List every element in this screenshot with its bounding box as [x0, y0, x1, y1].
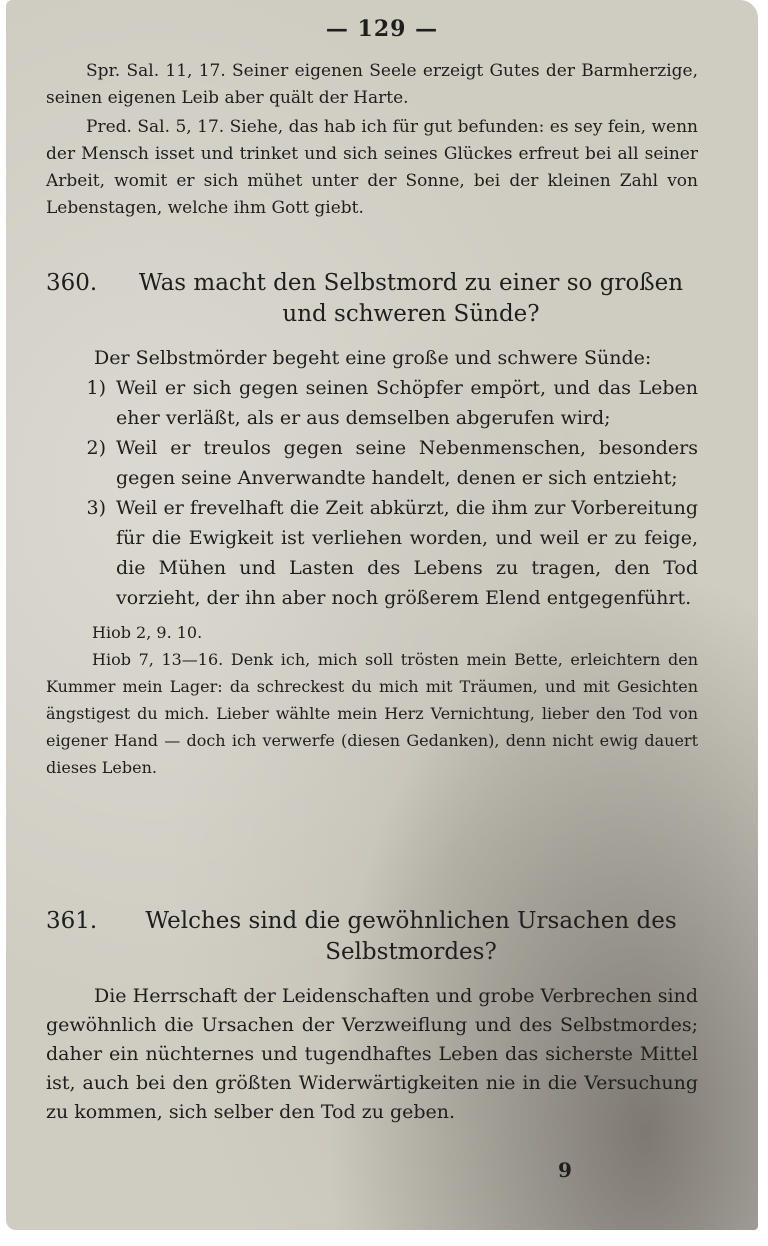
- item-text: Weil er frevelhaft die Zeit abkürzt, die ihm zur Vorbereitung für die Ewigkeit ist verliehen worden, und weil er zu feige, die Mühen und Lasten des Lebens zu tragen, den Tod vorzieht, der ihn aber noch größerem Elend entgegenführt.: [116, 497, 698, 609]
- bible-reference: Hiob 2, 9. 10.: [92, 623, 203, 642]
- question-360: [46, 268, 698, 781]
- item-text: Weil er sich gegen seinen Schöpfer empört, und das Leben eher verläßt, als er aus demselben abgerufen wird;: [116, 377, 698, 429]
- item-number: 1): [86, 377, 106, 399]
- answer-text: Die Herrschaft der Leidenschaften und grobe Verbrechen sind gewöhnlich die Ursachen der Verzweiflung und des Selbstmordes; daher ein nüchternes und tugendhaftes Leben das sicherste Mittel ist, auch bei den größten Widerwärtigkeiten nie in die Versuchung zu kommen, sich selber den Tod zu geben.: [46, 985, 698, 1123]
- page-number: — 129 —: [325, 16, 439, 42]
- question-360-heading: [46, 268, 698, 330]
- question-361: [46, 906, 698, 1127]
- item-number: 3): [86, 497, 106, 519]
- question-number: 361.: [46, 908, 98, 934]
- book-page: [6, 0, 758, 1230]
- verses-block: [46, 58, 698, 222]
- question-text: Was macht den Selbstmord zu einer so großen und schweren Sünde?: [138, 270, 684, 327]
- verse-spr: Spr. Sal. 11, 17. Seiner eigenen Seele erzeigt Gutes der Barmherzige, seinen eigenen Leib aber quält der Harte.: [46, 61, 698, 108]
- list-item: [46, 433, 698, 493]
- bible-quote: Hiob 7, 13—16. Denk ich, mich soll trösten mein Bette, erleichtern den Kummer mein Lager: da schreckest du mich mit Träumen, und mit Gesichten ängstigest du mich. Lieber wählte mein Herz Vernichtung, lieber den Tod von eigener Hand — doch ich verwerfe (diesen Gedanken), denn nicht ewig dauert dieses Leben.: [46, 650, 698, 777]
- question-number: 360.: [46, 270, 98, 296]
- question-361-heading: [46, 906, 698, 968]
- verse-pred: Pred. Sal. 5, 17. Siehe, das hab ich für gut befunden: es sey fein, wenn der Mensch isset und trinket und sich seines Glückes erfreut bei all seiner Arbeit, womit er sich mühet unter der Sonne, bei der kleinen Zahl von Lebenstagen, welche ihm Gott giebt.: [46, 117, 698, 218]
- item-number: 2): [86, 437, 106, 459]
- answer-text: Der Selbstmörder begeht eine große und schwere Sünde:: [94, 347, 652, 369]
- question-text: Welches sind die gewöhnlichen Ursachen des Selbstmordes?: [145, 908, 677, 965]
- list-item: [46, 373, 698, 433]
- signature-mark: 9: [558, 1158, 572, 1182]
- item-text: Weil er treulos gegen seine Nebenmenschen, besonders gegen seine Anverwandte handelt, denen er sich entzieht;: [116, 437, 698, 489]
- list-item: [46, 493, 698, 613]
